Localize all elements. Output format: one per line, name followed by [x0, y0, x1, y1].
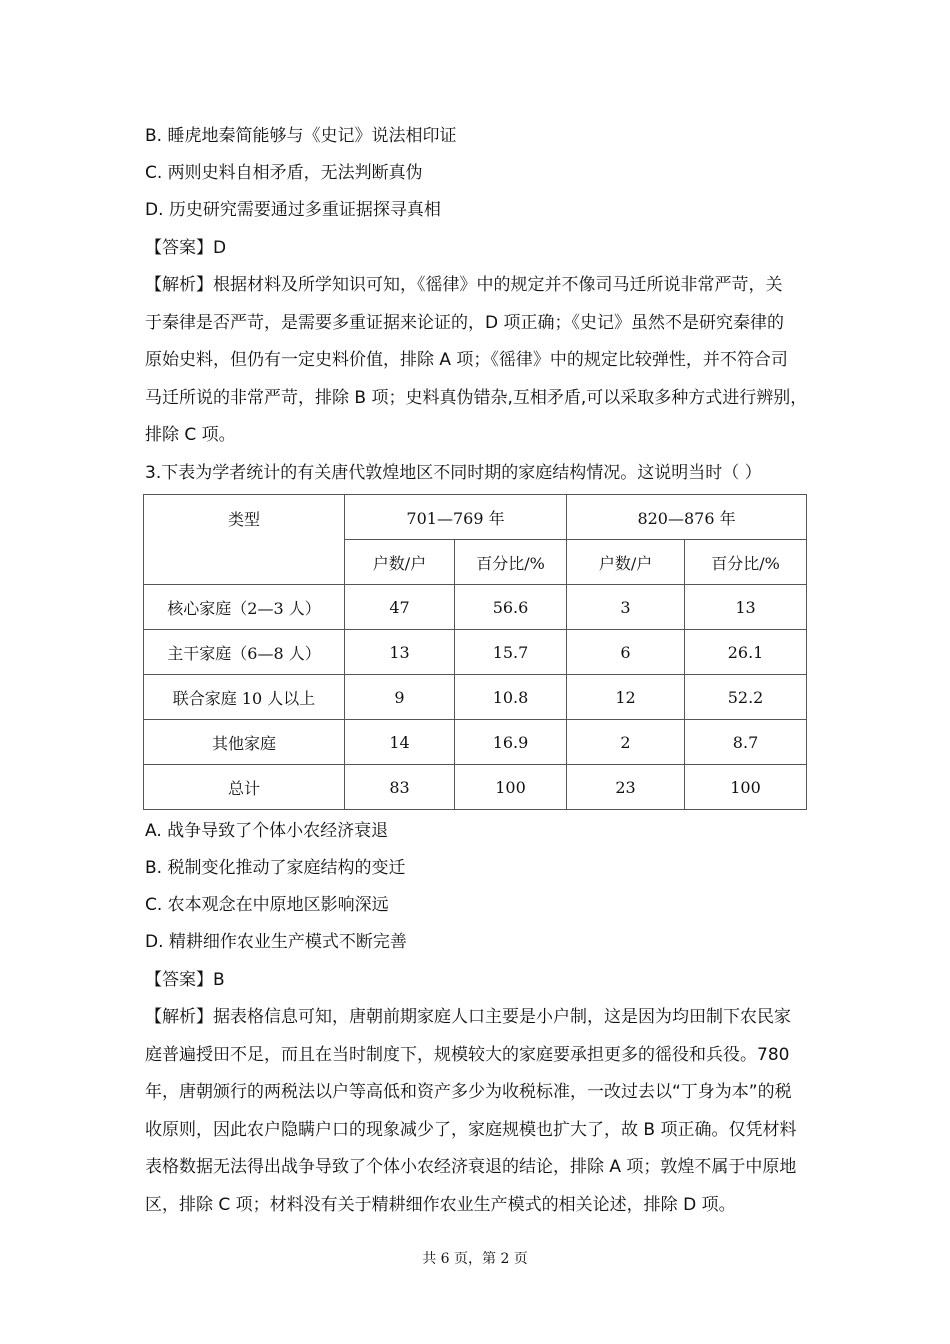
cell-percent-1: 10.8: [455, 675, 567, 720]
cell-households-1: 9: [345, 675, 455, 720]
header-households: 户数/户: [567, 540, 685, 585]
row-type: 核心家庭（2—3 人）: [144, 585, 345, 630]
row-type: 其他家庭: [144, 720, 345, 765]
cell-households-2: 23: [567, 765, 685, 810]
cell-households-1: 83: [345, 765, 455, 810]
page-footer: 共 6 页，第 2 页: [422, 1251, 528, 1267]
cell-households-1: 14: [345, 720, 455, 765]
q2-analysis-line: 排除 C 项。: [145, 425, 236, 445]
cell-percent-2: 13: [685, 585, 807, 630]
cell-households-2: 3: [567, 585, 685, 630]
cell-percent-2: 8.7: [685, 720, 807, 765]
q2-analysis-line: 于秦律是否严苛，是需要多重证据来论证的，D 项正确；《史记》虽然不是研究秦律的: [145, 312, 784, 333]
cell-percent-1: 16.9: [455, 720, 567, 765]
cell-percent-1: 100: [455, 765, 567, 810]
q3-option-a: A. 战争导致了个体小农经济衰退: [145, 821, 389, 841]
table-row: [144, 765, 807, 810]
header-period-2: 820—876 年: [567, 495, 807, 540]
row-type: 联合家庭 10 人以上: [144, 675, 345, 720]
cell-percent-2: 52.2: [685, 675, 807, 720]
table-row: [144, 675, 807, 720]
q2-analysis: [145, 267, 840, 455]
row-type: 总计: [144, 765, 345, 810]
q3-option-c: C. 农本观念在中原地区影响深远: [145, 895, 389, 915]
header-percent: 百分比/%: [455, 540, 567, 585]
header-period-1: 701—769 年: [345, 495, 567, 540]
q2-answer: 【答案】D: [145, 238, 227, 258]
q3-answer: 【答案】B: [145, 970, 225, 990]
q3-analysis-line: 年，唐朝颁行的两税法以户等高低和资产多少为收税标准，一改过去以“丁身为本”的税: [145, 1082, 792, 1102]
q2-analysis-line: 马迁所说的非常严苛，排除 B 项；史料真伪错杂,互相矛盾,可以采取多种方式进行辨别，: [145, 387, 808, 408]
q3-analysis-line: 庭普遍授田不足，而且在当时制度下，规模较大的家庭要承担更多的徭役和兵役。780: [145, 1044, 790, 1065]
table-row: [144, 585, 807, 630]
header-type: 类型: [144, 495, 345, 585]
cell-percent-1: 15.7: [455, 630, 567, 675]
header-households: 户数/户: [345, 540, 455, 585]
row-type: 主干家庭（6—8 人）: [144, 630, 345, 675]
cell-percent-2: 26.1: [685, 630, 807, 675]
q3-option-b: B. 税制变化推动了家庭结构的变迁: [145, 858, 406, 878]
q2-analysis-line: 【解析】根据材料及所学知识可知，《徭律》中的规定并不像司马迁所说非常严苛，关: [145, 275, 783, 295]
q3-analysis-line: 区，排除 C 项；材料没有关于精耕细作农业生产模式的相关论述，排除 D 项。: [145, 1194, 736, 1215]
cell-households-2: 12: [567, 675, 685, 720]
q2-option-d: D. 历史研究需要通过多重证据探寻真相: [145, 200, 441, 220]
cell-households-2: 2: [567, 720, 685, 765]
cell-households-1: 13: [345, 630, 455, 675]
q3-analysis-line: 表格数据无法得出战争导致了个体小农经济衰退的结论，排除 A 项；敦煌不属于中原地: [145, 1157, 797, 1177]
q3-analysis-line: 【解析】据表格信息可知，唐朝前期家庭人口主要是小户制，这是因为均田制下农民家: [145, 1007, 791, 1027]
cell-households-1: 47: [345, 585, 455, 630]
q3-analysis-line: 收原则，因此农户隐瞒户口的现象减少了，家庭规模也扩大了，故 B 项正确。仅凭材料: [145, 1119, 797, 1140]
q3-option-d: D. 精耕细作农业生产模式不断完善: [145, 932, 407, 952]
q2-option-c: C. 两则史料自相矛盾，无法判断真伪: [145, 163, 423, 183]
q3-stem: 3.下表为学者统计的有关唐代敦煌地区不同时期的家庭结构情况。这说明当时（ ）: [145, 463, 762, 483]
cell-households-2: 6: [567, 630, 685, 675]
q3-analysis: [145, 999, 840, 1224]
q2-option-b: B. 睡虎地秦简能够与《史记》说法相印证: [145, 126, 457, 146]
table-row: [144, 720, 807, 765]
header-percent: 百分比/%: [685, 540, 807, 585]
q2-analysis-line: 原始史料，但仍有一定史料价值，排除 A 项；《徭律》中的规定比较弹性，并不符合司: [145, 350, 788, 370]
cell-percent-2: 100: [685, 765, 807, 810]
family-structure-table: [143, 494, 807, 810]
cell-percent-1: 56.6: [455, 585, 567, 630]
table-row: [144, 630, 807, 675]
